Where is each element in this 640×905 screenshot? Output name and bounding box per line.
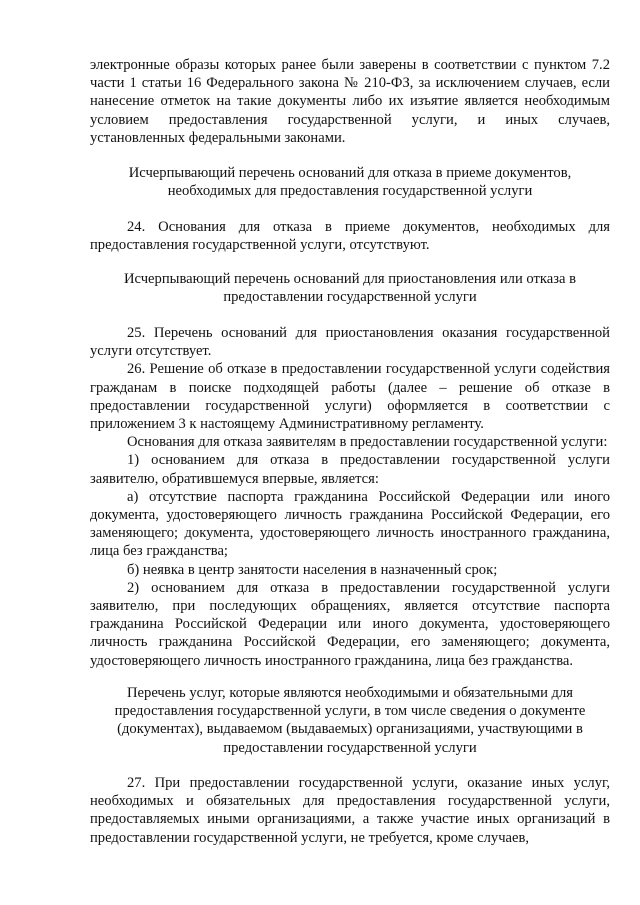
section-heading-refusal-docs bbox=[90, 164, 610, 200]
continuation-paragraph bbox=[90, 56, 610, 147]
section-heading-suspension bbox=[90, 270, 610, 306]
section-heading-required-services bbox=[90, 684, 610, 757]
paragraph-text: 27. При предоставлении государственной услуги, оказание иных услуг, необходимых и обязательных для предоставления государственной услуги, предоставляемых иными организациями, а также участие иных организаций в предоставлении государственной услуги, не требуется, кроме случаев, bbox=[90, 775, 610, 846]
paragraph-26: 26. Решение об отказе в предоставлении государственной услуги содействия гражданам в поиске подходящей работы (далее – решение об отказе в предоставлении государственной услуги) оформляется в соответствии с приложением 3 к настоящему Административному регламенту. bbox=[90, 361, 610, 433]
paragraph-text: 24. Основания для отказа в приеме документов, необходимых для предоставления государственной услуги, отсутствуют. bbox=[90, 219, 610, 254]
list-item-2: 2) основанием для отказа в предоставлении государственной услуги заявителю, при последующих обращениях, является отсутствие паспорта гражданина Российской Федерации или иного документа, удостоверяющего личность гражданина Российской Федерации, его заменяющего; документа, удостоверяющего личность иностранного гражданина, лица без гражданства. bbox=[90, 579, 610, 669]
list-item-1b: б) неявка в центр занятости населения в назначенный срок; bbox=[127, 561, 498, 578]
paragraph-25: 25. Перечень оснований для приостановления оказания государственной услуги отсутствует. bbox=[90, 325, 610, 360]
paragraph-27 bbox=[90, 774, 610, 847]
grounds-intro: Основания для отказа заявителям в предоставлении государственной услуги: bbox=[127, 434, 608, 451]
paragraph-24 bbox=[90, 218, 610, 254]
heading-text: Перечень услуг, которые являются необходимыми и обязательными для предоставления государственной услуги, в том числе сведения о документе (документах), выдаваемом (выдаваемых) организациями, участвующими в предоставлении государственной услуги bbox=[114, 685, 586, 756]
list-item-1a: а) отсутствие паспорта гражданина Российской Федерации или иного документа, удостоверяющего личность гражданина Российской Федерации, его заменяющего; документа, удостоверяющего личность иностранного гражданина, лица без гражданства; bbox=[90, 488, 610, 560]
heading-text: Исчерпывающий перечень оснований для отказа в приеме документов, необходимых для предоставления государственной услуги bbox=[128, 165, 572, 200]
list-item-1: 1) основанием для отказа в предоставлении государственной услуги заявителю, обратившемуся впервые, является: bbox=[90, 452, 610, 487]
heading-text: Исчерпывающий перечень оснований для приостановления или отказа в предоставлении государственной услуги bbox=[123, 271, 577, 306]
paragraphs-25-26 bbox=[90, 324, 610, 670]
paragraph-text: электронные образы которых ранее были заверены в соответствии с пунктом 7.2 части 1 статьи 16 Федерального закона № 210-ФЗ, за исключением случаев, если нанесение отметок на такие документы либо их изъятие является необходимым условием предоставления государственной услуги, и иных случаев, установленных федеральными законами. bbox=[90, 57, 610, 146]
